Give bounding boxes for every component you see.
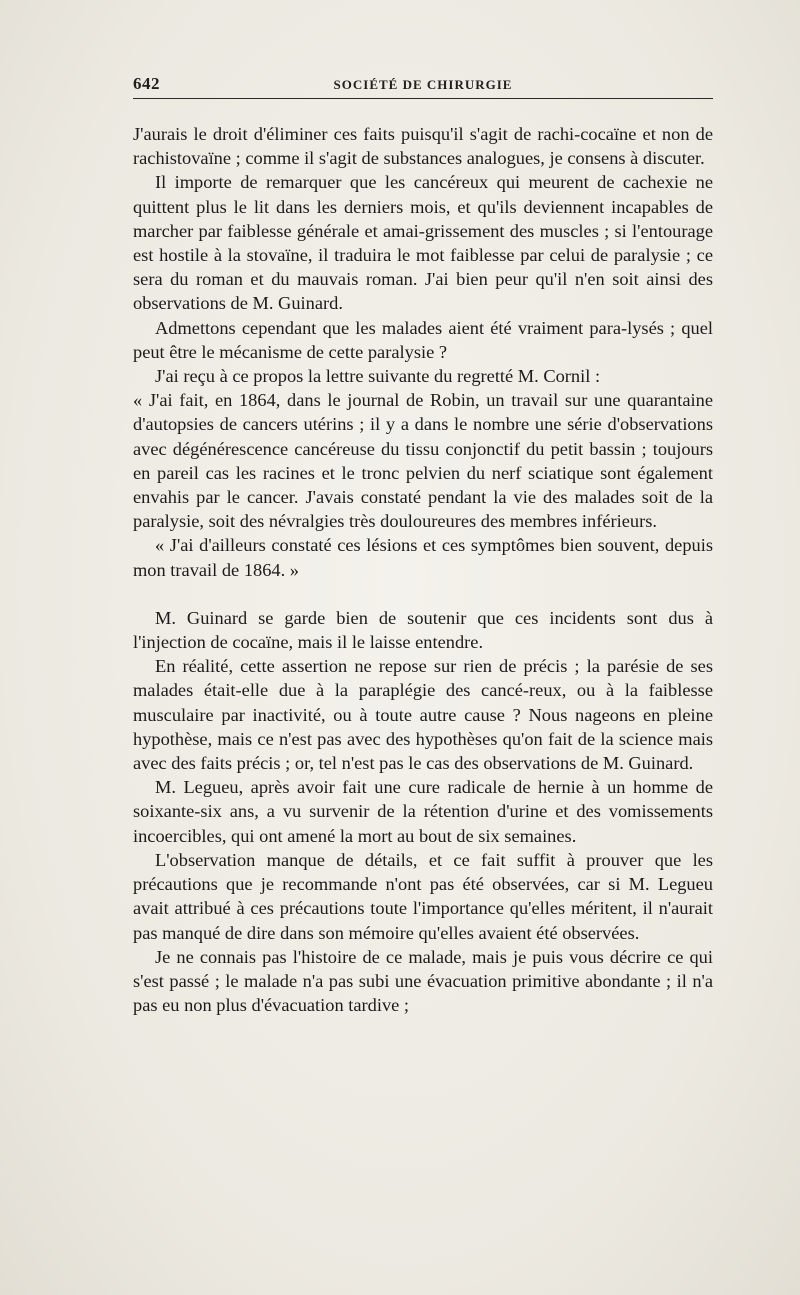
paragraph: Je ne connais pas l'histoire de ce malade, mais je puis vous décrire ce qui s'est passé ; le malade n'a pas subi une évacuation primitive abondante ; il n'a pas eu non plus d'évacuation tardive ;: [133, 946, 713, 1016]
paragraph: Admettons cependant que les malades aient été vraiment para-lysés ; quel peut être le mécanisme de cette paralysie ?: [133, 317, 713, 362]
body-text: [133, 122, 713, 1017]
paragraph: En réalité, cette assertion ne repose sur rien de précis ; la parésie de ses malades était-elle due à la paraplégie des cancé-reux, ou à la faiblesse musculaire par inactivité, ou à toute autre cause ? Nous nageons en pleine hypothèse, mais ce n'est pas avec des hypothèses qu'on fait de la science mais avec des faits précis ; or, tel n'est pas le cas des observations de M. Guinard.: [133, 656, 713, 774]
paragraph: J'ai reçu à ce propos la lettre suivante du regretté M. Cornil :: [155, 366, 601, 387]
paragraph: Il importe de remarquer que les cancéreux qui meurent de cachexie ne quittent plus le lit dans les derniers mois, et qu'ils deviennent incapables de marcher par faiblesse générale et amai-grissement des muscles ; si l'entourage est hostile à la stovaïne, il traduira le mot faiblesse par celui de paralysie ; ce sera du roman et du mauvais roman. J'ai bien peur qu'il n'en soit ainsi des observations de M. Guinard.: [133, 172, 713, 314]
paragraph: M. Guinard se garde bien de soutenir que ces incidents sont dus à l'injection de cocaïne, mais il le laisse entendre.: [133, 607, 713, 653]
quotation: « J'ai d'ailleurs constaté ces lésions et ces symptômes bien souvent, depuis mon travail de 1864. »: [133, 535, 713, 580]
paragraph: M. Legueu, après avoir fait une cure radicale de hernie à un homme de soixante-six ans, a vu survenir de la rétention d'urine et des vomissements incoercibles, qui ont amené la mort au bout de six semaines.: [133, 777, 713, 846]
paragraph: L'observation manque de détails, et ce fait suffit à prouver que les précautions que je recommande n'ont pas été observées, car si M. Legueu avait attribué à ces précautions toute l'importance qu'elles méritent, il n'aurait pas manqué de dire dans son mémoire qu'elles avaient été observées.: [133, 849, 713, 943]
page-number: 642: [133, 74, 160, 93]
section-gap: [133, 582, 713, 606]
quotation: « J'ai fait, en 1864, dans le journal de Robin, un travail sur une quarantaine d'autopsies de cancers utérins ; il y a dans le nombre une série d'observations avec dégénérescence cancéreuse du tissu conjonctif du petit bassin ; toujours en pareil cas les racines et le tronc pelvien du nerf sciatique sont également envahis par le cancer. J'avais constaté pendant la vie des malades soit de la paralysie, soit des névralgies très douloureures des membres inférieurs.: [133, 390, 713, 532]
paragraph: J'aurais le droit d'éliminer ces faits puisqu'il s'agit de rachi-cocaïne et non de rachistovaïne ; comme il s'agit de substances analogues, je consens à discuter.: [133, 124, 713, 169]
page-header: [133, 72, 713, 99]
running-title: SOCIÉTÉ DE CHIRURGIE: [333, 77, 513, 92]
